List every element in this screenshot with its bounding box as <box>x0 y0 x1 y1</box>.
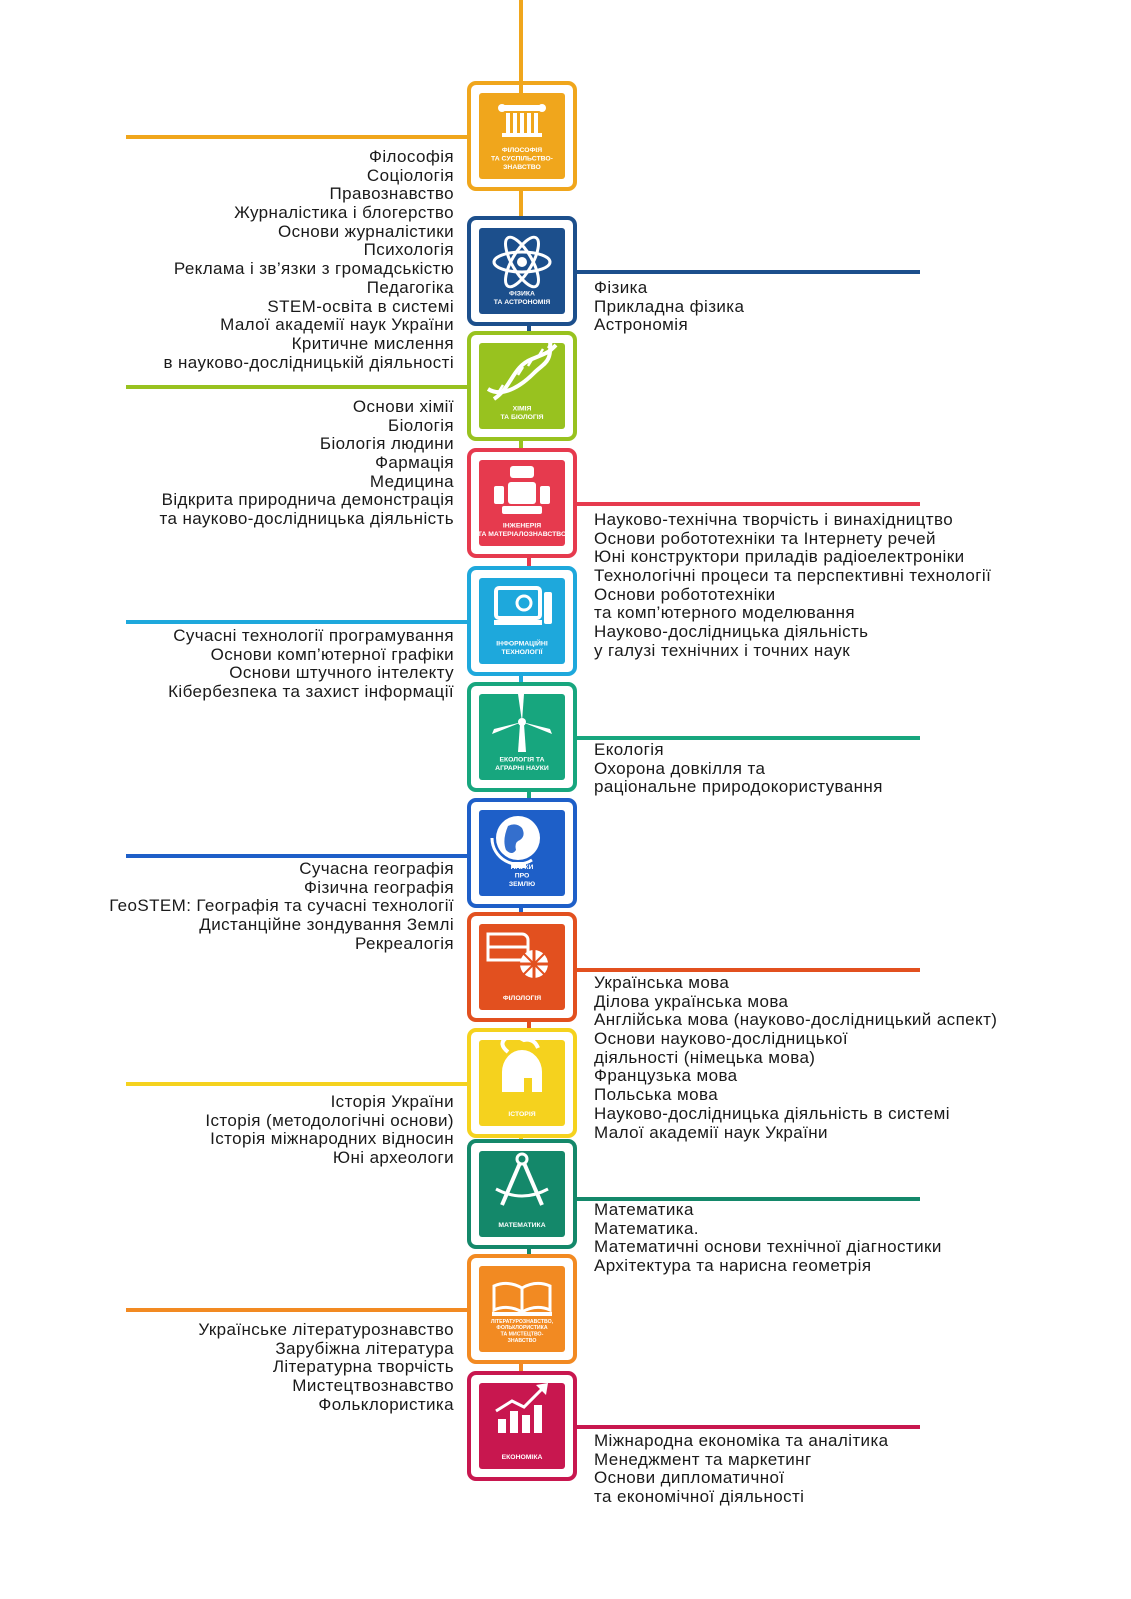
tile-caption: ПРО <box>514 872 530 880</box>
tile-caption: ТА АСТРОНОМІЯ <box>493 299 551 306</box>
tile-caption: АГРАРНІ НАУКИ <box>495 765 549 772</box>
section-item: ГеоSTEM: Географія та сучасні технології <box>109 896 454 916</box>
section-item: Сучасні технології програмування <box>173 626 454 645</box>
tile-caption: ЕКОЛОГІЯ ТА <box>499 756 545 764</box>
tile-caption: ІСТОРІЯ <box>508 1111 536 1118</box>
section-item: Фармація <box>375 453 454 473</box>
section-item: Астрономія <box>594 315 689 335</box>
section-item: Психологія <box>363 240 454 260</box>
section-item: Критичне мислення <box>291 333 454 353</box>
section-item: Математичні основи технічної діагностики <box>594 1237 942 1257</box>
section-item: Англійська мова (науково-дослідницький аспект) <box>594 1010 998 1030</box>
tile-caption: МАТЕМАТИКА <box>498 1222 546 1229</box>
tile-caption: ЗЕМЛЮ <box>508 881 536 888</box>
section-item: Основи штучного інтелекту <box>229 663 454 683</box>
tile-caption: ТА МИСТЕЦТВО- <box>500 1331 544 1338</box>
section-item: Охорона довкілля та <box>594 758 766 778</box>
tile-caption: НАУКИ <box>510 864 534 872</box>
tile-caption: ФІЛОСОФІЯ <box>501 147 543 155</box>
tile-caption: ТА МАТЕРІАЛОЗНАВСТВО <box>477 531 567 538</box>
tile-caption: ТА БІОЛОГІЯ <box>500 414 544 421</box>
section-item: Реклама і зв’язки з громадськістю <box>173 259 454 279</box>
section-item: та науково-дослідницька діяльність <box>159 509 454 529</box>
items-philology <box>594 974 997 1142</box>
section-item: Журналістика і блогерство <box>234 203 454 223</box>
section-item: Науково-технічна творчість і винахідництво <box>594 510 954 529</box>
section-item: та комп’ютерного моделювання <box>594 603 855 623</box>
tile-caption: ФІЗИКА <box>509 290 535 298</box>
section-item: Малої академії наук України <box>220 315 454 335</box>
section-item: Філософія <box>369 147 454 166</box>
section-item: Мистецтвознавство <box>292 1376 454 1396</box>
section-item: Науково-дослідницька діяльність в системі <box>594 1103 950 1123</box>
tile-caption: ЛІТЕРАТУРОЗНАВСТВО, <box>490 1318 554 1325</box>
section-item: Українська мова <box>594 973 730 992</box>
tile-caption: ЗНАВСТВО <box>503 164 541 171</box>
section-item: Відкрита природнича демонстрація <box>161 490 454 510</box>
section-item: в науково-дослідницькій діяльності <box>163 352 454 372</box>
tile-caption: ІНФОРМАЦІЙНІ <box>496 640 548 648</box>
section-item: Основи робототехніки <box>594 584 776 604</box>
items-math <box>594 1201 942 1276</box>
items-it <box>168 627 454 702</box>
section-item: Медицина <box>369 471 454 491</box>
items-physics <box>594 279 744 335</box>
section-item: Прикладна фізика <box>594 296 745 316</box>
tile-caption: ІНЖЕНЕРІЯ <box>502 522 542 530</box>
section-item: Правознавство <box>329 184 454 204</box>
section-item: Історія України <box>330 1092 454 1111</box>
tile-caption: ЕКОНОМІКА <box>501 1454 543 1461</box>
section-item: Історія (методологічні основи) <box>205 1110 454 1130</box>
section-item: Екологія <box>594 740 664 759</box>
section-item: Біологія <box>388 415 454 435</box>
section-item: діяльності (німецька мова) <box>594 1047 816 1067</box>
section-item: та економічної діяльності <box>594 1487 805 1507</box>
section-item: Малої академії наук України <box>594 1122 828 1142</box>
tile-caption: ФІЛОЛОГІЯ <box>502 995 542 1002</box>
section-item: Технологічні процеси та перспективні технології <box>594 566 992 586</box>
section-item: Юні археологи <box>332 1148 454 1168</box>
section-item: раціональне природокористування <box>594 777 883 797</box>
section-item: Історія міжнародних відносин <box>210 1129 454 1149</box>
section-item: Рекреалогія <box>355 933 454 953</box>
section-item: Педагогіка <box>366 277 454 297</box>
section-item: Основи комп’ютерної графіки <box>210 644 454 664</box>
section-item: Літературна творчість <box>272 1357 454 1377</box>
section-item: Основи хімії <box>352 397 454 416</box>
tile-caption: ТА СУСПІЛЬСТВО- <box>491 155 553 163</box>
tile-caption: ХІМІЯ <box>512 405 532 413</box>
section-item: Міжнародна економіка та аналітика <box>594 1431 889 1450</box>
section-item: Зарубіжна література <box>275 1338 454 1358</box>
section-item: STEM-освіта в системі <box>267 296 454 316</box>
section-item: Польська мова <box>594 1085 719 1105</box>
items-philosophy <box>163 148 454 372</box>
tile-caption: ЗНАВСТВО <box>507 1338 537 1344</box>
section-item: Основи дипломатичної <box>594 1468 785 1488</box>
section-item: Кібербезпека та захист інформації <box>168 682 454 702</box>
items-chemistry <box>159 398 454 529</box>
section-item: Основи робототехніки та Інтернету речей <box>594 528 936 548</box>
tile-caption: ФОЛЬКЛОРИСТИКА <box>496 1325 548 1332</box>
section-item: Фольклористика <box>318 1394 454 1414</box>
section-item: Математика. <box>594 1218 699 1238</box>
section-item: Менеджмент та маркетинг <box>594 1449 812 1469</box>
items-literature <box>198 1321 454 1414</box>
section-item: Біологія людини <box>319 434 454 454</box>
section-item: Науково-дослідницька діяльність <box>594 622 869 642</box>
section-item: Основи науково-дослідницької <box>594 1029 848 1049</box>
section-item: Ділова українська мова <box>594 991 789 1011</box>
tile-caption: ТЕХНОЛОГІЇ <box>501 649 543 656</box>
items-ecology <box>594 741 883 797</box>
section-item: Соціологія <box>366 165 454 185</box>
items-earth <box>109 860 454 953</box>
section-item: Юні конструктори приладів радіоелектроніки <box>594 547 965 567</box>
section-item: Фізика <box>594 278 648 297</box>
items-engineering <box>594 511 991 661</box>
section-item: у галузі технічних і точних наук <box>594 640 851 660</box>
section-item: Фізична географія <box>303 877 454 897</box>
section-item: Українське літературознавство <box>198 1320 454 1339</box>
section-item: Математика <box>594 1200 694 1219</box>
section-item: Сучасна географія <box>299 859 454 878</box>
section-item: Основи журналістики <box>278 221 454 241</box>
section-item: Французька мова <box>594 1066 738 1086</box>
items-history <box>205 1093 454 1168</box>
section-item: Архітектура та нарисна геометрія <box>594 1256 872 1276</box>
items-economics <box>594 1432 889 1507</box>
section-item: Дистанційне зондування Землі <box>199 915 454 935</box>
